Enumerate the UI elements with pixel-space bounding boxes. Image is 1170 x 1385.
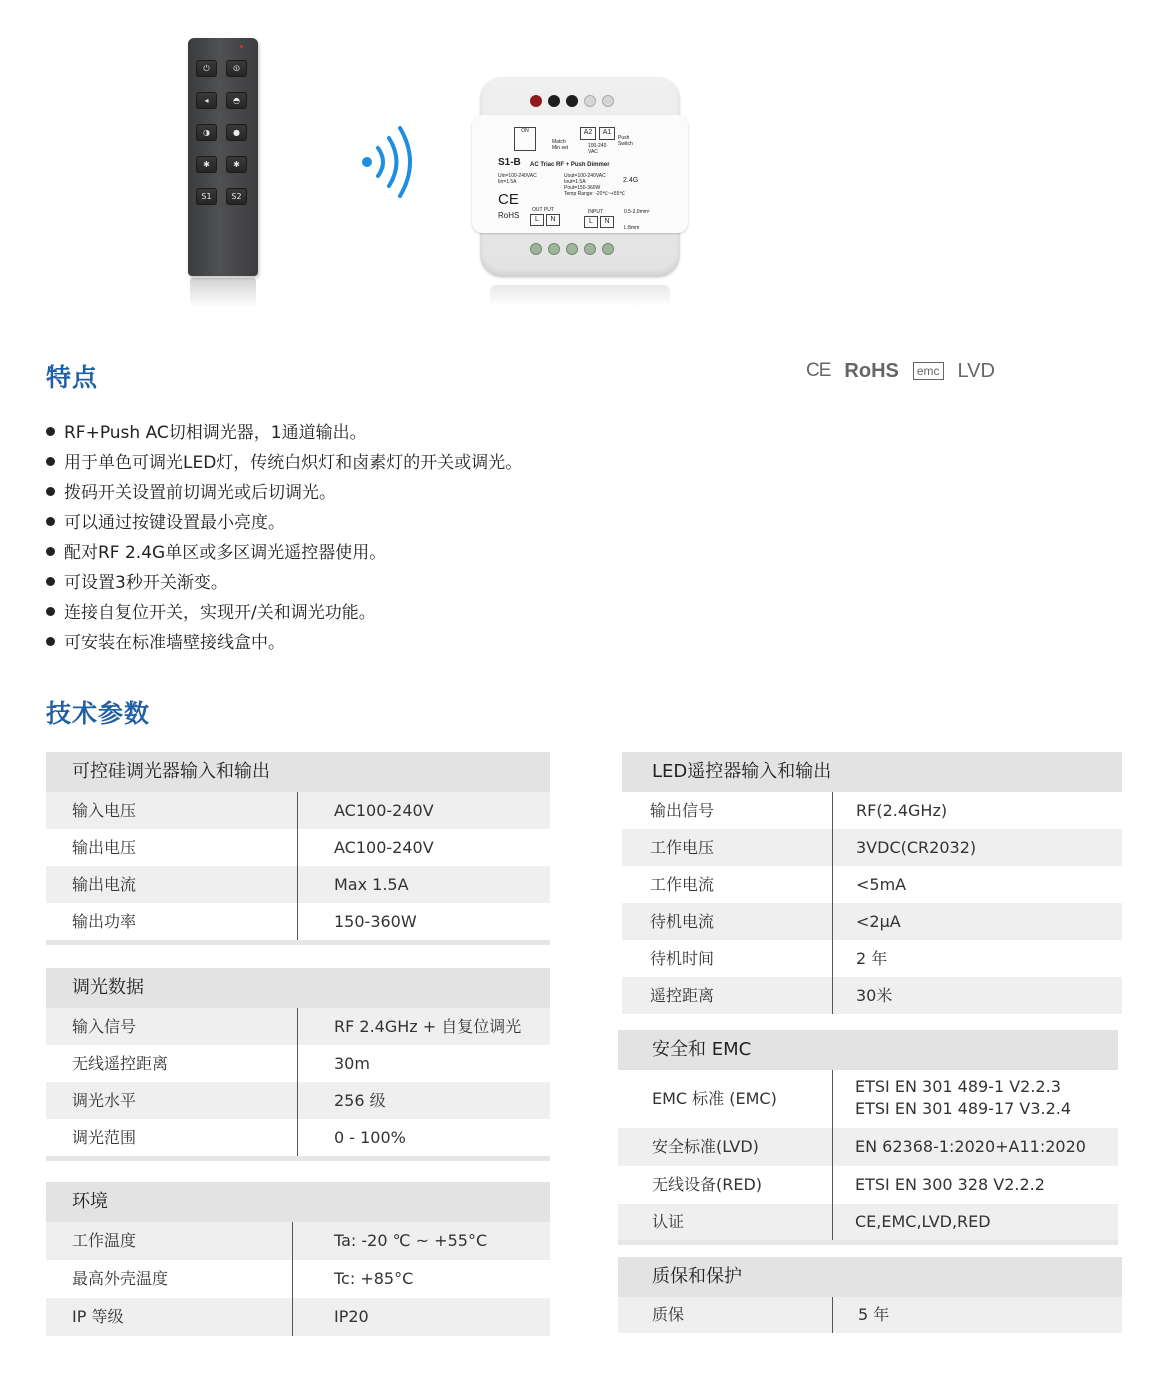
feature-item [46, 508, 522, 538]
row-value: IP20 [334, 1307, 369, 1326]
full-brightness-icon: ● [226, 124, 247, 141]
row-value: CE,EMC,LVD,RED [855, 1212, 991, 1231]
row-key: 无线设备(RED) [652, 1175, 763, 1194]
row-value: 5 年 [858, 1305, 890, 1324]
dim-down-icon: ◂ [196, 92, 217, 109]
feature-text: 用于单色可调光LED灯，传统白炽灯和卤素灯的开关或调光。 [64, 453, 523, 473]
table-row [46, 866, 550, 903]
row-key: 工作电压 [650, 838, 715, 857]
terminal-screw [602, 243, 614, 255]
row-value: ETSI EN 301 489-1 V2.2.3 [855, 1077, 1061, 1096]
row-key: 输入信号 [72, 1017, 137, 1036]
table-row [618, 1297, 1122, 1333]
table-title: 环境 [46, 1182, 550, 1222]
rohs-mark: RoHS [844, 359, 899, 382]
row-key: 输出信号 [650, 801, 715, 820]
row-key: 输出电压 [72, 838, 137, 857]
terminal-screw [548, 243, 560, 255]
row-value: ETSI EN 300 328 V2.2.2 [855, 1175, 1045, 1194]
scene-high-icon: ✱ [226, 156, 247, 173]
table-row [622, 866, 1122, 903]
row-value: 256 级 [334, 1091, 386, 1110]
row-key: 待机电流 [650, 912, 715, 931]
row-key: 输入电压 [72, 801, 137, 820]
bullet-icon [46, 607, 55, 616]
bullet-icon [46, 547, 55, 556]
bullet-icon [46, 637, 55, 646]
wire-size-label: 0.5-2.0mm² [624, 209, 650, 215]
terminal-screw [548, 95, 560, 107]
specs-title: 技术参数 [46, 699, 151, 728]
row-key: 输出电流 [72, 875, 137, 894]
input-l-label: L [584, 216, 598, 228]
terminal-screw [584, 243, 596, 255]
push-switch-label: Push Switch [618, 135, 633, 147]
spec-table-io [46, 752, 550, 945]
table-row [618, 1166, 1118, 1204]
bullet-icon [46, 487, 55, 496]
table-row [622, 977, 1122, 1014]
terminal-screw [566, 243, 578, 255]
feature-item [46, 538, 522, 568]
feature-item [46, 598, 522, 628]
iin-label: Iin=1.5A [498, 179, 517, 185]
lvd-mark: LVD [957, 359, 995, 382]
emc-mark: emc [913, 362, 944, 380]
temp-label: Temp Range: -20℃~+55℃ [564, 191, 625, 197]
input-n-label: N [600, 216, 614, 228]
a1-terminal-label: A1 [599, 127, 615, 140]
row-value: 0 - 100% [334, 1128, 406, 1147]
strip-length-label: L:8mm [624, 225, 640, 231]
row-value: RF 2.4GHz + 自复位调光 [334, 1017, 522, 1036]
terminal-screw [602, 95, 614, 107]
power-on-icon: ⏻ [196, 60, 217, 77]
row-key: 遥控距离 [650, 986, 715, 1005]
feature-text: 可以通过按键设置最小亮度。 [64, 513, 285, 533]
table-title: 调光数据 [46, 968, 550, 1008]
row-value: Tc: +85°C [334, 1269, 414, 1288]
features-list [46, 418, 522, 658]
bullet-icon [46, 457, 55, 466]
table-footer [618, 1240, 1118, 1245]
output-l-label: L [530, 214, 544, 226]
table-row [46, 1045, 550, 1082]
terminal-screw [530, 95, 542, 107]
remote-reflection [190, 278, 256, 308]
table-title: 可控硅调光器输入和输出 [46, 752, 550, 792]
table-row [46, 1222, 550, 1260]
row-value: 3VDC(CR2032) [856, 838, 977, 857]
feature-item [46, 448, 522, 478]
uin-label: Uin=100-240VAC [498, 173, 537, 179]
dimmer-module-image [470, 75, 690, 305]
row-key: 质保 [652, 1305, 685, 1324]
spec-table-warranty [618, 1257, 1122, 1333]
model-label: S1-B [498, 157, 521, 168]
table-title: 质保和保护 [618, 1257, 1122, 1297]
description-label: AC Triac RF + Push Dimmer [530, 162, 610, 168]
row-key: IP 等级 [72, 1307, 124, 1326]
row-value: 2 年 [856, 949, 888, 968]
match-label: Match [552, 139, 566, 145]
frequency-label: 2.4G [623, 177, 639, 184]
pout-label: Pout=150-360W [564, 185, 601, 191]
features-title: 特点 [46, 363, 99, 392]
table-row [46, 1260, 550, 1298]
feature-item [46, 628, 522, 658]
row-key: 最高外壳温度 [72, 1269, 169, 1288]
module-reflection [490, 285, 670, 307]
feature-text: 连接自复位开关，实现开/关和调光功能。 [64, 603, 376, 623]
table-row [46, 903, 550, 940]
table-footer [46, 1156, 550, 1161]
min-set-label: Min set [552, 145, 569, 151]
feature-text: RF+Push AC切相调光器，1通道输出。 [64, 423, 367, 443]
row-value: RF(2.4GHz) [856, 801, 948, 820]
module-ce-mark: CE [498, 191, 519, 208]
bullet-icon [46, 577, 55, 586]
table-row [618, 1070, 1118, 1128]
row-value: Ta: -20 ℃ ~ +55°C [334, 1231, 488, 1250]
table-row [46, 1082, 550, 1119]
row-value: <5mA [856, 875, 907, 894]
terminal-screw [584, 95, 596, 107]
feature-text: 配对RF 2.4G单区或多区调光遥控器使用。 [64, 543, 387, 563]
row-value: AC100-240V [334, 801, 434, 820]
bullet-icon [46, 517, 55, 526]
feature-item [46, 418, 522, 448]
row-value-line2: ETSI EN 301 489-17 V3.2.4 [855, 1099, 1072, 1118]
feature-item [46, 568, 522, 598]
output-n-label: N [546, 214, 560, 226]
input-label: INPUT [588, 209, 603, 215]
module-rohs-mark: RoHS [498, 211, 520, 220]
output-label: OUT PUT [532, 207, 554, 213]
bullet-icon [46, 427, 55, 436]
terminal-screw [566, 95, 578, 107]
table-row [46, 829, 550, 866]
vac-label: 100-240 VAC [588, 143, 607, 155]
dim-up-icon: ◓ [226, 92, 247, 109]
wireless-signal-icon [358, 124, 424, 200]
row-value: AC100-240V [334, 838, 434, 857]
s2-icon: S2 [226, 188, 247, 205]
row-value: 30米 [856, 986, 893, 1005]
row-key: 无线遥控距离 [72, 1054, 169, 1073]
spec-table-environment [46, 1182, 550, 1336]
row-key: 待机时间 [650, 949, 715, 968]
table-footer [46, 940, 550, 945]
feature-text: 拨码开关设置前切调光或后切调光。 [64, 483, 336, 503]
table-row [622, 903, 1122, 940]
terminal-screw [530, 243, 542, 255]
power-off-icon: ⏼ [226, 60, 247, 77]
remote-control-image [188, 38, 258, 276]
spec-table-remote [622, 752, 1122, 1014]
row-value: 150-360W [334, 912, 417, 931]
table-row [622, 792, 1122, 829]
table-row [46, 1298, 550, 1336]
a2-terminal-label: A2 [580, 127, 596, 140]
feature-text: 可安装在标准墙壁接线盒中。 [64, 633, 285, 653]
uout-label: Uout=100-240VAC [564, 173, 606, 179]
row-value: Max 1.5A [334, 875, 409, 894]
table-row [618, 1204, 1118, 1240]
spec-table-safety [618, 1030, 1118, 1245]
row-key: 输出功率 [72, 912, 137, 931]
row-key: 安全标准(LVD) [652, 1137, 759, 1156]
dip-on-label: ON [521, 128, 529, 134]
row-key: 工作电流 [650, 875, 715, 894]
s1-icon: S1 [196, 188, 217, 205]
table-title: LED遥控器输入和输出 [622, 752, 1122, 792]
certification-marks [806, 358, 995, 384]
feature-item [46, 478, 522, 508]
row-value: 30m [334, 1054, 370, 1073]
ce-mark: CE [806, 360, 831, 381]
half-brightness-icon: ◑ [196, 124, 217, 141]
table-row [46, 792, 550, 829]
row-value: EN 62368-1:2020+A11:2020 [855, 1137, 1086, 1156]
table-row [622, 829, 1122, 866]
row-key: 认证 [652, 1212, 685, 1231]
table-row [46, 1119, 550, 1156]
row-key: 工作温度 [72, 1231, 137, 1250]
dip-switch [514, 127, 536, 151]
row-value: <2μA [856, 912, 901, 931]
iout-label: Iout=1.5A [564, 179, 586, 185]
table-row [46, 1008, 550, 1045]
table-title: 安全和 EMC [618, 1030, 1118, 1070]
row-key: EMC 标准 (EMC) [652, 1089, 777, 1108]
scene-low-icon: ✱ [196, 156, 217, 173]
table-row [622, 940, 1122, 977]
indicator-led [240, 45, 243, 48]
row-key: 调光水平 [72, 1091, 137, 1110]
spec-table-dimming [46, 968, 550, 1161]
feature-text: 可设置3秒开关渐变。 [64, 573, 228, 593]
table-row [618, 1128, 1118, 1166]
row-key: 调光范围 [72, 1128, 137, 1147]
module-label [472, 115, 688, 233]
